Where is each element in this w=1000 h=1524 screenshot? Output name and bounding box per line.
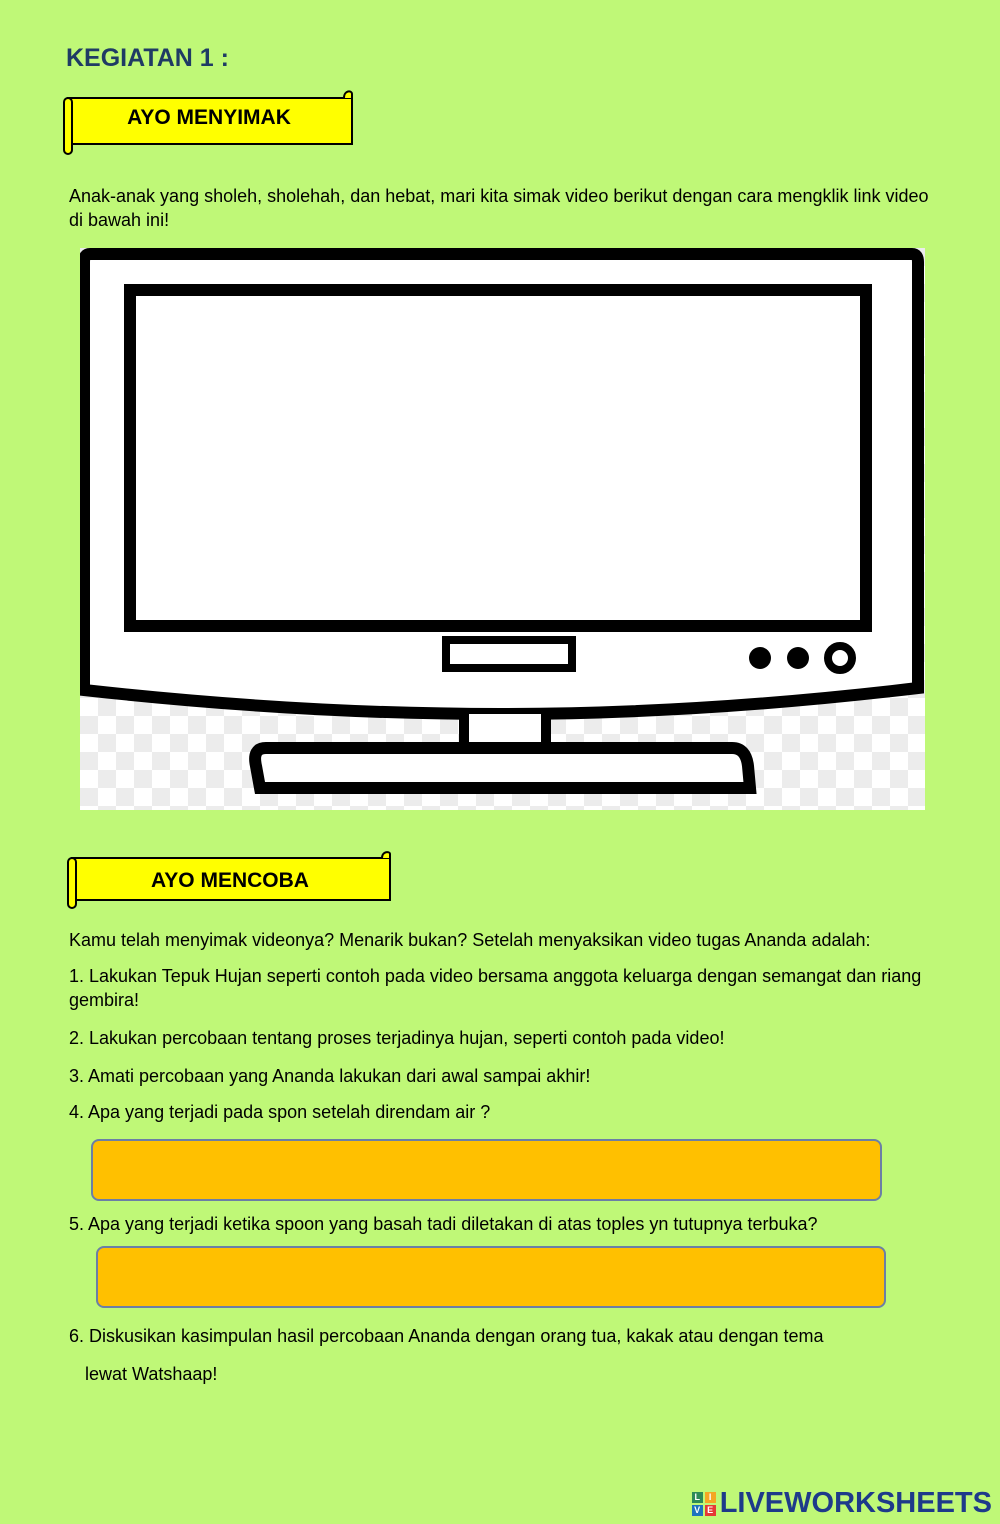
liveworksheets-mark-icon: L I V E [692,1492,716,1516]
task-item-6-continued: lewat Watshaap! [85,1364,218,1384]
banner-ayo-mencoba [66,850,394,912]
task-item-6: 6. Diskusikan kasimpulan hasil percobaan Ananda dengan orang tua, kakak atau dengan tema [69,1326,824,1346]
video-placeholder[interactable] [80,248,925,810]
banner-label: AYO MENYIMAK [127,106,291,129]
liveworksheets-logo [692,1487,992,1520]
television-icon [80,248,925,810]
intro-text: Anak-anak yang sholeh, sholehah, dan hebat, mari kita simak video berikut dengan cara mengklik link video di bawah ini! [69,186,929,230]
task-item-2: 2. Lakukan percobaan tentang proses terjadinya hujan, seperti contoh pada video! [69,1028,725,1048]
task-intro: Kamu telah menyimak videonya? Menarik bukan? Setelah menyaksikan video tugas Ananda adalah: [69,930,871,950]
task-item-4: 4. Apa yang terjadi pada spon setelah direndam air ? [69,1102,491,1122]
banner-ayo-menyimak [62,88,356,158]
logo-text: LIVEWORKSHEETS [719,1487,992,1519]
page-title: KEGIATAN 1 : [66,44,229,72]
task-item-1: 1. Lakukan Tepuk Hujan seperti contoh pada video bersama anggota keluarga dengan semangat dan riang gembira! [69,966,922,1010]
banner-label: AYO MENCOBA [151,869,309,892]
task-item-5: 5. Apa yang terjadi ketika spoon yang basah tadi diletakan di atas toples yn tutupnya terbuka? [69,1214,818,1234]
task-item-3: 3. Amati percobaan yang Ananda lakukan dari awal sampai akhir! [69,1066,591,1086]
answer-input-5[interactable] [96,1246,886,1308]
answer-input-4[interactable] [91,1139,882,1201]
